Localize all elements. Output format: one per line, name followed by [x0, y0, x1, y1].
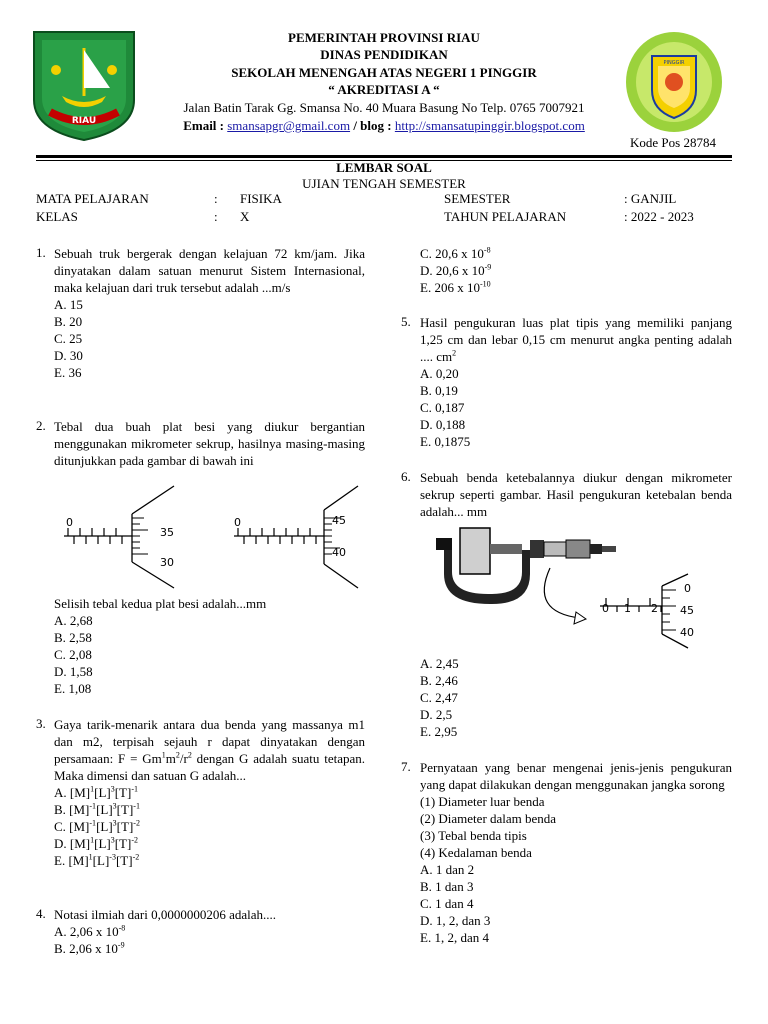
question-4-continued: [420, 245, 732, 296]
q2-option-d[interactable]: D. 1,58: [54, 664, 93, 679]
q7-item-1: (1) Diameter luar benda: [420, 794, 545, 809]
q7-item-3: (3) Tebal benda tipis: [420, 828, 527, 843]
school-logo-icon: [624, 30, 724, 134]
q3-option-e[interactable]: E. $[M]^1[L]^{-3}[T]^{-2}$: [54, 852, 140, 868]
subject-value: FISIKA: [240, 191, 282, 206]
right-fig-upper: 45: [332, 514, 346, 527]
right-fig-lower: 40: [332, 546, 346, 559]
q2-option-e[interactable]: E. 1,08: [54, 681, 92, 696]
q5-number: 5.: [401, 314, 411, 329]
dept-line: DINAS PENDIDIKAN: [320, 47, 448, 62]
sheet-title: LEMBAR SOAL: [336, 160, 432, 175]
q6-number: 6.: [401, 469, 411, 484]
q1-option-e[interactable]: E. 36: [54, 365, 82, 380]
q3-number: 3.: [36, 716, 46, 731]
year-label: TAHUN PELAJARAN: [444, 209, 567, 224]
q7-number: 7.: [401, 759, 411, 774]
header-rule-thick: [36, 155, 732, 158]
q6-fig-one: 1: [624, 602, 631, 615]
micrometer-figure-right: [228, 484, 378, 592]
question-6-options: [420, 655, 732, 740]
q1-option-a[interactable]: A. 15: [54, 297, 83, 312]
q6-option-b[interactable]: B. 2,46: [420, 673, 458, 688]
q6-text: Sebuah benda ketebalannya diukur dengan mikrometer sekrup seperti gambar. Hasil pengukuran ketebalan benda adalah... mm: [420, 470, 732, 519]
q3-text-b: dengan G adalah suatu tetapan. Maka dimensi dan satuan G adalah...: [54, 751, 366, 783]
q7-option-b[interactable]: B. 1 dan 3: [420, 879, 474, 894]
q2-option-b[interactable]: B. 2,58: [54, 630, 92, 645]
q7-item-4: (4) Kedalaman benda: [420, 845, 532, 860]
letterhead: [0, 0, 768, 160]
q5-text: Hasil pengukuran luas plat tipis yang memiliki panjang 1,25 cm dan lebar 0,15 cm menurut angka penting adalah .... $cm^2$: [420, 315, 732, 364]
q1-option-d[interactable]: D. 30: [54, 348, 83, 363]
q4-option-d[interactable]: D. 20,6 x $10^{-9}$: [420, 262, 492, 278]
school-name: SEKOLAH MENENGAH ATAS NEGERI 1 PINGGIR: [231, 65, 537, 80]
exam-title: UJIAN TENGAH SEMESTER: [302, 176, 466, 191]
q5-option-b[interactable]: B. 0,19: [420, 383, 458, 398]
subject-colon: :: [214, 191, 218, 206]
q6-fig-top: 0: [684, 582, 691, 595]
school-logo-text: PINGGIR: [663, 60, 685, 66]
q4-option-a[interactable]: A. 2,06 x $10^{-8}$: [54, 923, 126, 939]
q3-text: Gaya tarik-menarik antara dua benda yang massanya m1 dan m2, terpisah sejauh r dapat dinyatakan dengan persamaan: $F = Gm^1m^2/r^2$ dengan G adalah suatu tetapan. Maka dimensi dan satuan G adalah...: [54, 717, 366, 783]
q4-text: Notasi ilmiah dari 0,0000000206 adalah....: [54, 907, 277, 922]
micrometer-figure-left: [54, 484, 204, 592]
question-2: [54, 418, 365, 469]
q6-fig-bot: 40: [680, 626, 694, 639]
class-label: KELAS: [36, 209, 78, 224]
blog-label: / blog :: [350, 118, 395, 133]
q6-fig-mid: 45: [680, 604, 694, 617]
q6-option-a[interactable]: A. 2,45: [420, 656, 459, 671]
q7-item-2: (2) Diameter dalam benda: [420, 811, 557, 826]
question-3: [54, 716, 365, 869]
q3-option-c[interactable]: C. $[M]^{-1}[L]^3[T]^{-2}$: [54, 818, 140, 834]
question-4: [54, 906, 365, 957]
class-colon: :: [214, 209, 218, 224]
q4-option-c[interactable]: C. 20,6 x $10^{-8}$: [420, 245, 491, 261]
q7-option-c[interactable]: C. 1 dan 4: [420, 896, 474, 911]
blog-link[interactable]: http://smansatupinggir.blogspot.com: [394, 118, 585, 133]
q3-option-a[interactable]: A. $[M]^1[L]^3[T]^{-1}$: [54, 784, 138, 800]
q7-option-e[interactable]: E. 1, 2, dan 4: [420, 930, 489, 945]
question-7: [420, 759, 732, 946]
postal-code: Kode Pos 28784: [630, 135, 716, 150]
question-6: [420, 469, 732, 520]
question-1: [54, 245, 365, 381]
q1-option-b[interactable]: B. 20: [54, 314, 83, 329]
question-5: [420, 314, 732, 450]
right-fig-zero: 0: [234, 516, 241, 529]
q2-number: 2.: [36, 418, 46, 433]
q1-number: 1.: [36, 245, 46, 260]
semester-label: SEMESTER: [444, 191, 511, 206]
left-fig-lower: 30: [160, 556, 174, 569]
year-value: : 2022 - 2023: [624, 209, 694, 224]
q7-option-d[interactable]: D. 1, 2, dan 3: [420, 913, 491, 928]
left-fig-upper: 35: [160, 526, 174, 539]
q6-option-d[interactable]: D. 2,5: [420, 707, 453, 722]
q5-option-a[interactable]: A. 0,20: [420, 366, 459, 381]
q2-option-c[interactable]: C. 2,08: [54, 647, 92, 662]
q5-option-c[interactable]: C. 0,187: [420, 400, 465, 415]
q7-text: Pernyataan yang benar mengenai jenis-jenis pengukuran yang dapat dilakukan dengan menggunakan jangka sorong: [420, 760, 732, 792]
q2-option-a[interactable]: A. 2,68: [54, 613, 93, 628]
q4-option-b[interactable]: B. 2,06 x $10^{-9}$: [54, 940, 125, 956]
q2-prompt: Selisih tebal kedua plat besi adalah...mm: [54, 596, 267, 611]
q3-option-b[interactable]: B. $[M]^{-1}[L]^3[T]^{-1}$: [54, 801, 140, 817]
q3-text-a: Gaya tarik-menarik antara dua benda yang massanya m1 dan m2, terpisah sejauh r dapat dinyatakan dengan persamaan: F = Gm: [54, 717, 365, 766]
micrometer-figure-q6: [430, 524, 710, 654]
email-link[interactable]: smansapgr@gmail.com: [227, 118, 351, 133]
q6-fig-zero: 0: [602, 602, 609, 615]
question-2-options: [54, 595, 365, 697]
q1-option-c[interactable]: C. 25: [54, 331, 83, 346]
gov-line: PEMERINTAH PROVINSI RIAU: [288, 30, 480, 45]
accreditation: “ AKREDITASI A “: [328, 82, 440, 97]
q2-text: Tebal dua buah plat besi yang diukur bergantian menggunakan mikrometer sekrup, hasilnya masing-masing ditunjukkan pada gambar di bawah ini: [54, 419, 365, 468]
q5-option-d[interactable]: D. 0,188: [420, 417, 466, 432]
q5-text-body: Hasil pengukuran luas plat tipis yang memiliki panjang 1,25 cm dan lebar 0,15 cm menurut angka penting adalah .... cm: [420, 315, 732, 364]
school-address: Jalan Batin Tarak Gg. Smansa No. 40 Muara Basung No Telp. 0765 7007921: [183, 100, 585, 115]
q3-option-d[interactable]: D. $[M]^1[L]^3[T]^{-2}$: [54, 835, 138, 851]
q6-fig-two: 2: [651, 602, 658, 615]
email-label: Email :: [183, 118, 228, 133]
q7-option-a[interactable]: A. 1 dan 2: [420, 862, 475, 877]
q6-option-c[interactable]: C. 2,47: [420, 690, 458, 705]
left-fig-zero: 0: [66, 516, 73, 529]
q5-option-e[interactable]: E. 0,1875: [420, 434, 471, 449]
semester-value: : GANJIL: [624, 191, 677, 206]
q1-text: Sebuah truk bergerak dengan kelajuan 72 km/jam. Jika dinyatakan dalam satuan menurut Sistem Internasional, maka kelajuan dari truk tersebut adalah ...m/s: [54, 246, 365, 295]
q6-option-e[interactable]: E. 2,95: [420, 724, 458, 739]
q4-option-e[interactable]: E. 206 x $10^{-10}$: [420, 279, 491, 295]
class-value: X: [240, 209, 250, 224]
q4-number: 4.: [36, 906, 46, 921]
riau-logo-text: RIAU: [71, 116, 97, 126]
subject-label: MATA PELAJARAN: [36, 191, 149, 206]
